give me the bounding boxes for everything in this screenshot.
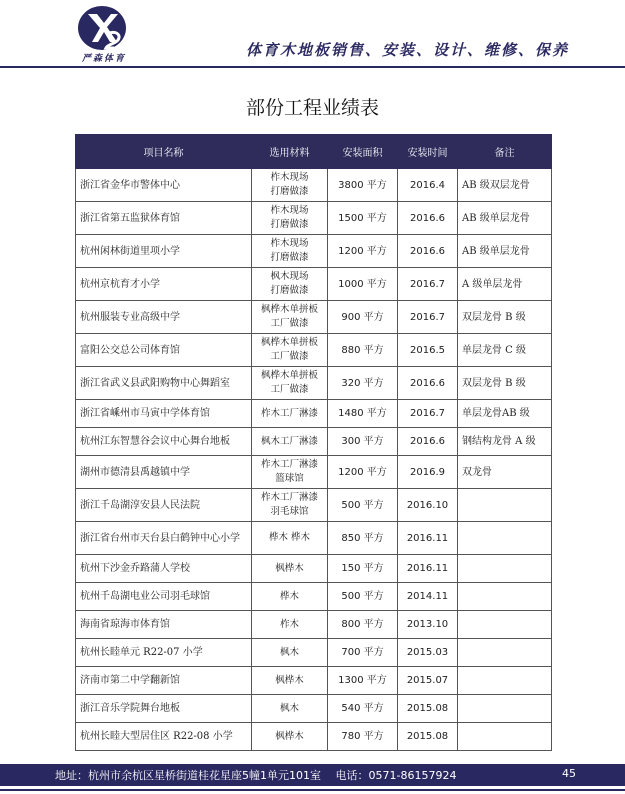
footer-address: 地址：杭州市余杭区星桥街道桂花星座5幢1单元101室 电话：0571-86157924	[55, 769, 457, 782]
table-row	[76, 334, 552, 367]
material-line: 枫桦木单拼板	[260, 370, 318, 381]
table-row	[76, 400, 552, 428]
cell-date: 2016.5	[398, 334, 458, 367]
cell-date: 2016.9	[398, 456, 458, 489]
cell-project-name: 杭州闲林街道里项小学	[76, 235, 252, 268]
cell-date: 2016.6	[398, 235, 458, 268]
material-line: 羽毛球馆	[270, 506, 309, 517]
cell-date: 2016.6	[398, 202, 458, 235]
cell-area: 300 平方	[328, 428, 398, 456]
cell-note	[458, 667, 552, 695]
cell-note: 单层龙骨 C 级	[458, 334, 552, 367]
cell-material	[252, 301, 328, 334]
cell-date: 2016.7	[398, 268, 458, 301]
table-row	[76, 695, 552, 723]
material-line: 打磨做漆	[270, 219, 309, 230]
material-line: 柞木现场	[270, 238, 309, 249]
cell-project-name: 杭州服装专业高级中学	[76, 301, 252, 334]
cell-note: 钢结构龙骨 A 级	[458, 428, 552, 456]
cell-area: 500 平方	[328, 583, 398, 611]
cell-project-name: 杭州千岛湖电业公司羽毛球馆	[76, 583, 252, 611]
cell-material	[252, 367, 328, 400]
col-header-date: 安装时间	[398, 135, 458, 169]
cell-area: 1200 平方	[328, 235, 398, 268]
cell-material	[252, 428, 328, 456]
material-line: 柞木	[279, 618, 299, 630]
material-line: 柞木现场	[270, 172, 309, 183]
cell-note: AB 级单层龙骨	[458, 202, 552, 235]
header-slogan: 体育木地板销售、安装、设计、维修、保养	[246, 41, 570, 59]
cell-area: 150 平方	[328, 555, 398, 583]
material-line: 工厂做漆	[270, 351, 309, 362]
cell-project-name: 济南市第二中学翻新馆	[76, 667, 252, 695]
cell-area: 800 平方	[328, 611, 398, 639]
cell-material	[252, 611, 328, 639]
cell-material	[252, 667, 328, 695]
cell-material	[252, 723, 328, 751]
cell-date: 2014.11	[398, 583, 458, 611]
cell-area: 500 平方	[328, 489, 398, 522]
col-header-note: 备注	[458, 135, 552, 169]
cell-area: 880 平方	[328, 334, 398, 367]
cell-date: 2016.6	[398, 428, 458, 456]
table-row	[76, 489, 552, 522]
cell-project-name: 浙江省金华市警体中心	[76, 169, 252, 202]
cell-material	[252, 456, 328, 489]
material-line: 打磨做漆	[270, 186, 309, 197]
material-line: 桦木	[279, 590, 299, 602]
cell-note: AB 级双层龙骨	[458, 169, 552, 202]
cell-project-name: 浙江省嵊州市马寅中学体育馆	[76, 400, 252, 428]
cell-note	[458, 489, 552, 522]
table-body	[76, 169, 552, 751]
cell-project-name: 浙江千岛湖淳安县人民法院	[76, 489, 252, 522]
table-row	[76, 235, 552, 268]
cell-project-name: 湖州市德清县禹越镇中学	[76, 456, 252, 489]
col-header-area: 安装面积	[328, 135, 398, 169]
cell-date: 2016.7	[398, 301, 458, 334]
table-row	[76, 367, 552, 400]
table-row	[76, 522, 552, 555]
cell-area: 1000 平方	[328, 268, 398, 301]
material-line: 打磨做漆	[270, 285, 309, 296]
material-line: 柞木工厂淋漆	[260, 492, 318, 503]
cell-project-name: 富阳公交总公司体育馆	[76, 334, 252, 367]
cell-area: 780 平方	[328, 723, 398, 751]
material-line: 柞木工厂淋漆	[260, 459, 318, 470]
cell-material	[252, 235, 328, 268]
cell-note	[458, 695, 552, 723]
table-row	[76, 202, 552, 235]
table-row	[76, 456, 552, 489]
cell-area: 900 平方	[328, 301, 398, 334]
table-row	[76, 611, 552, 639]
col-header-material: 选用材料	[252, 135, 328, 169]
material-line: 枫木	[279, 646, 299, 658]
cell-area: 1200 平方	[328, 456, 398, 489]
cell-date: 2016.7	[398, 400, 458, 428]
cell-area: 3800 平方	[328, 169, 398, 202]
table-row	[76, 555, 552, 583]
footer-divider	[0, 789, 625, 791]
cell-project-name: 浙江音乐学院舞台地板	[76, 695, 252, 723]
material-line: 工厂做漆	[270, 318, 309, 329]
cell-date: 2015.03	[398, 639, 458, 667]
cell-material	[252, 555, 328, 583]
header-divider	[0, 66, 625, 68]
cell-date: 2016.11	[398, 555, 458, 583]
cell-area: 700 平方	[328, 639, 398, 667]
material-line: 枫桦木单拼板	[260, 337, 318, 348]
cell-project-name: 杭州长睦单元 R22-07 小学	[76, 639, 252, 667]
cell-note: AB 级单层龙骨	[458, 235, 552, 268]
material-line: 桦木 桦木	[268, 532, 311, 543]
material-line: 柞木现场	[270, 205, 309, 216]
cell-project-name: 杭州下沙金乔路蒲人学校	[76, 555, 252, 583]
table-row	[76, 667, 552, 695]
cell-project-name: 浙江省第五监狱体育馆	[76, 202, 252, 235]
cell-project-name: 杭州长睦大型居住区 R22-08 小学	[76, 723, 252, 751]
cell-material	[252, 202, 328, 235]
cell-project-name: 杭州江东智慧谷会议中心舞台地板	[76, 428, 252, 456]
cell-material	[252, 489, 328, 522]
cell-material	[252, 639, 328, 667]
cell-date: 2016.4	[398, 169, 458, 202]
cell-area: 1300 平方	[328, 667, 398, 695]
cell-note: 单层龙骨AB 级	[458, 400, 552, 428]
cell-date: 2015.08	[398, 695, 458, 723]
cell-note	[458, 639, 552, 667]
table-row	[76, 169, 552, 202]
table-row	[76, 301, 552, 334]
table-row	[76, 268, 552, 301]
cell-material	[252, 583, 328, 611]
cell-date: 2016.6	[398, 367, 458, 400]
material-line: 枫桦木	[275, 562, 304, 574]
cell-note: 双层龙骨 B 级	[458, 367, 552, 400]
cell-note	[458, 611, 552, 639]
material-line: 枫木工厂淋漆	[260, 435, 318, 447]
col-header-project: 项目名称	[76, 135, 252, 169]
cell-material	[252, 268, 328, 301]
cell-date: 2016.11	[398, 522, 458, 555]
cell-area: 320 平方	[328, 367, 398, 400]
page-number: 45	[562, 767, 576, 780]
brand-name: 严森体育	[81, 54, 126, 64]
cell-material	[252, 334, 328, 367]
cell-note	[458, 583, 552, 611]
project-table	[75, 134, 552, 751]
cell-material	[252, 169, 328, 202]
cell-date: 2015.07	[398, 667, 458, 695]
material-line: 篮球馆	[275, 473, 304, 484]
cell-note	[458, 555, 552, 583]
cell-note: A 级单层龙骨	[458, 268, 552, 301]
cell-note: 双龙骨	[458, 456, 552, 489]
table-row	[76, 639, 552, 667]
cell-note	[458, 522, 552, 555]
cell-material	[252, 522, 328, 555]
material-line: 枫桦木	[275, 730, 304, 742]
cell-area: 540 平方	[328, 695, 398, 723]
table-header-row	[76, 135, 552, 169]
material-line: 枫桦木单拼板	[260, 304, 318, 315]
material-line: 枫桦木	[275, 674, 304, 686]
cell-date: 2015.08	[398, 723, 458, 751]
cell-area: 1480 平方	[328, 400, 398, 428]
cell-date: 2016.10	[398, 489, 458, 522]
material-line: 枫木现场	[270, 271, 309, 282]
table-row	[76, 428, 552, 456]
material-line: 工厂做漆	[270, 384, 309, 395]
material-line: 枫木	[279, 702, 299, 714]
material-line: 打磨做漆	[270, 252, 309, 263]
cell-project-name: 海南省琼海市体育馆	[76, 611, 252, 639]
page-title: 部份工程业绩表	[245, 97, 379, 119]
cell-note: 双层龙骨 B 级	[458, 301, 552, 334]
table-row	[76, 723, 552, 751]
cell-material	[252, 400, 328, 428]
cell-project-name: 浙江省台州市天台县白鹤钟中心小学	[76, 522, 252, 555]
cell-area: 1500 平方	[328, 202, 398, 235]
cell-date: 2013.10	[398, 611, 458, 639]
cell-note	[458, 723, 552, 751]
cell-project-name: 浙江省武义县武阳购物中心舞蹈室	[76, 367, 252, 400]
cell-area: 850 平方	[328, 522, 398, 555]
cell-project-name: 杭州京杭育才小学	[76, 268, 252, 301]
cell-material	[252, 695, 328, 723]
table-row	[76, 583, 552, 611]
footer-bar	[0, 764, 625, 786]
material-line: 柞木工厂淋漆	[260, 407, 318, 419]
